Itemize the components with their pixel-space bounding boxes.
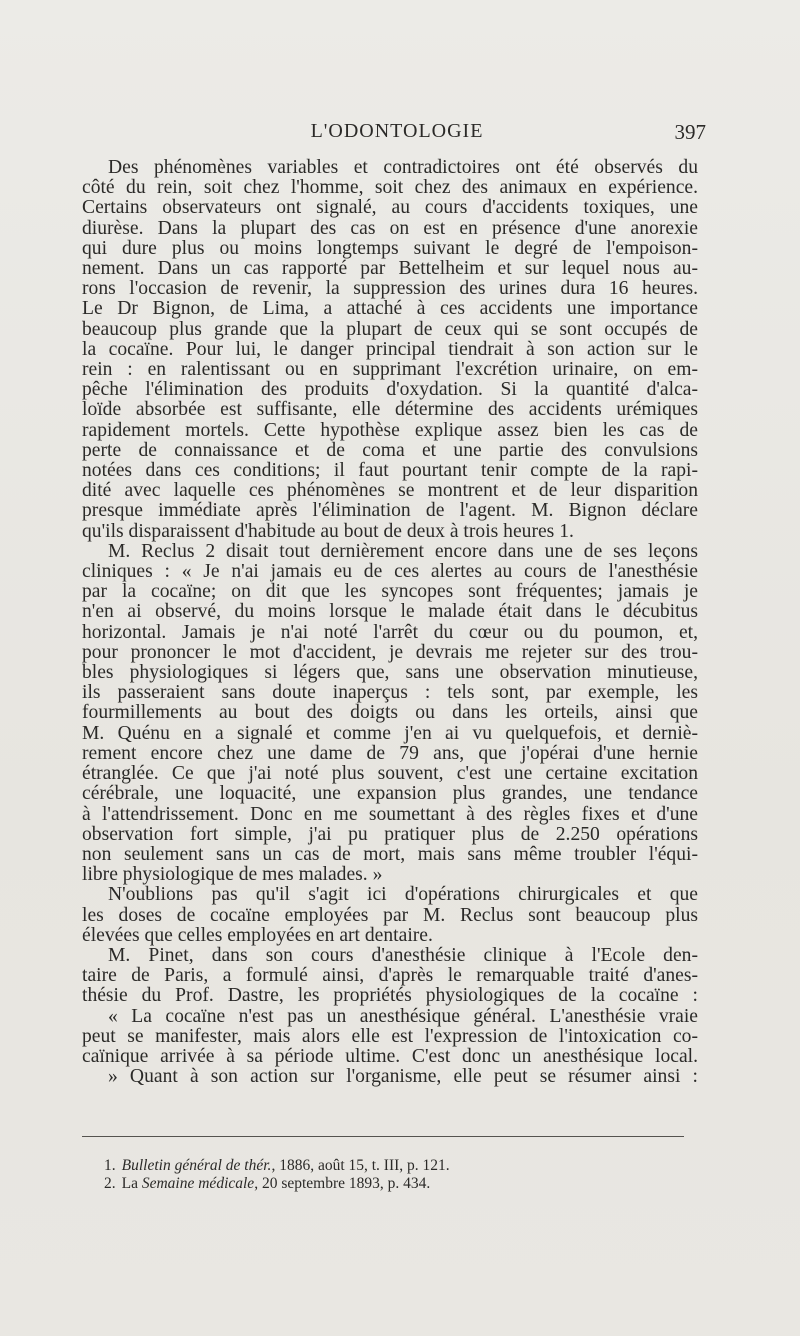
- text-line: cliniques : « Je n'ai jamais eu de ces alertes au cours de l'anesthésie: [82, 561, 698, 583]
- text-line: n'en ai observé, du moins lorsque le malade était dans le décubitus: [82, 601, 698, 623]
- footnote-reference-prefix: La: [121, 1175, 142, 1192]
- footnote: [104, 1157, 664, 1175]
- footnote-reference-title: Semaine médicale: [141, 1175, 255, 1192]
- text-line: les doses de cocaïne employées par M. Reclus sont beaucoup plus: [82, 904, 698, 926]
- text-line: nement. Dans un cas rapporté par Bettelheim et sur lequel nous au-: [82, 258, 698, 280]
- text-line: rement encore chez une dame de 79 ans, que j'opérai d'une hernie: [82, 742, 698, 764]
- text-line: » Quant à son action sur l'organisme, elle peut se résumer ainsi :: [108, 1066, 698, 1088]
- text-line: fourmillements au bout des doigts ou dans les orteils, ainsi que: [82, 702, 698, 724]
- text-line: M. Reclus 2 disait tout dernièrement encore dans une de ses leçons: [108, 540, 698, 562]
- text-line: qu'ils disparaissent d'habitude au bout de deux à trois heures 1.: [82, 520, 574, 542]
- page-header: [82, 120, 712, 150]
- text-line: dité avec laquelle ces phénomènes se montrent et de leur disparition: [82, 480, 698, 502]
- text-line: loïde absorbée est suffisante, elle détermine des accidents urémiques: [82, 399, 698, 421]
- text-line: notées dans ces conditions; il faut pourtant tenir compte de la rapi-: [82, 460, 698, 482]
- text-line: pêche l'élimination des produits d'oxydation. Si la quantité d'alca-: [82, 379, 698, 401]
- text-line: M. Quénu en a signalé et comme j'en ai vu quelquefois, et derniè-: [82, 722, 698, 744]
- running-title: L'ODONTOLOGIE: [310, 120, 484, 142]
- text-line: caïnique arrivée à sa période ultime. C'est donc un anesthésique local.: [82, 1045, 698, 1067]
- text-line: à l'attendrissement. Donc en me soumettant à des règles fixes et d'une: [82, 803, 698, 825]
- text-line: rons l'occasion de revenir, la suppression des urines dura 16 heures.: [82, 278, 698, 300]
- text-line: rein : en ralentissant ou en supprimant l'excrétion urinaire, on em-: [82, 359, 698, 381]
- body-text: [82, 158, 698, 1087]
- text-line: étranglée. Ce que j'ai noté plus souvent, c'est une certaine excitation: [82, 763, 698, 785]
- footnote-reference-detail: , 20 septembre 1893, p. 434.: [254, 1175, 431, 1192]
- footnote-number: 2.: [104, 1175, 116, 1192]
- text-line: élevées que celles employées en art dentaire.: [82, 924, 433, 946]
- text-line: Le Dr Bignon, de Lima, a attaché à ces accidents une importance: [82, 298, 698, 320]
- text-line: pour prononcer le mot d'accident, je devrais me rejeter sur des trou-: [82, 641, 698, 663]
- text-line: beaucoup plus grande que la plupart de ceux qui se sont occupés de: [82, 318, 698, 340]
- footnote-number: 1.: [104, 1157, 116, 1174]
- text-line: Certains observateurs ont signalé, au cours d'accidents toxiques, une: [82, 197, 698, 219]
- text-line: rapidement mortels. Cette hypothèse explique assez bien les cas de: [82, 419, 698, 441]
- text-line: N'oublions pas qu'il s'agit ici d'opérations chirurgicales et que: [108, 884, 698, 906]
- text-line: Des phénomènes variables et contradictoires ont été observés du: [108, 157, 698, 178]
- text-line: non seulement sans un cas de mort, mais sans même troubler l'équi-: [82, 843, 698, 865]
- footnote-divider: [82, 1136, 684, 1137]
- text-line: « La cocaïne n'est pas un anesthésique général. L'anesthésie vraie: [108, 1005, 698, 1027]
- text-line: côté du rein, soit chez l'homme, soit chez des animaux en expérience.: [82, 177, 698, 199]
- footnote-reference-detail: , 1886, août 15, t. III, p. 121.: [271, 1157, 450, 1174]
- text-line: par la cocaïne; on dit que les syncopes sont fréquentes; jamais je: [82, 581, 698, 603]
- text-line: cérébrale, une loquacité, une expansion plus grandes, une tendance: [82, 783, 698, 805]
- text-line: bles physiologiques si légers que, sans une observation minutieuse,: [82, 662, 698, 684]
- text-line: libre physiologique de mes malades. »: [82, 864, 383, 886]
- footnote-reference-title: Bulletin général de thér.: [121, 1157, 272, 1174]
- text-line: presque immédiate après l'élimination de l'agent. M. Bignon déclare: [82, 500, 698, 522]
- footnote: [104, 1175, 664, 1193]
- text-line: qui dure plus ou moins longtemps suivant le degré de l'empoison-: [82, 237, 698, 259]
- text-line: taire de Paris, a formulé ainsi, d'après le remarquable traité d'anes-: [82, 965, 698, 987]
- text-line: horizontal. Jamais je n'ai noté l'arrêt du cœur ou du poumon, et,: [82, 621, 698, 643]
- text-line: observation fort simple, j'ai pu pratiquer plus de 2.250 opérations: [82, 823, 698, 845]
- footnotes: [104, 1157, 664, 1193]
- text-line: M. Pinet, dans son cours d'anesthésie clinique à l'Ecole den-: [108, 944, 698, 966]
- text-line: peut se manifester, mais alors elle est l'expression de l'intoxication co-: [82, 1025, 698, 1047]
- text-line: diurèse. Dans la plupart des cas on est en présence d'une anorexie: [82, 217, 698, 239]
- text-line: thésie du Prof. Dastre, les propriétés physiologiques de la cocaïne :: [82, 985, 698, 1007]
- text-line: ils passeraient sans doute inaperçus : tels sont, par exemple, les: [82, 682, 698, 704]
- page-number: 397: [674, 120, 706, 144]
- text-line: perte de connaissance et de coma et une partie des convulsions: [82, 439, 698, 461]
- text-line: la cocaïne. Pour lui, le danger principal tiendrait à son action sur le: [82, 338, 698, 360]
